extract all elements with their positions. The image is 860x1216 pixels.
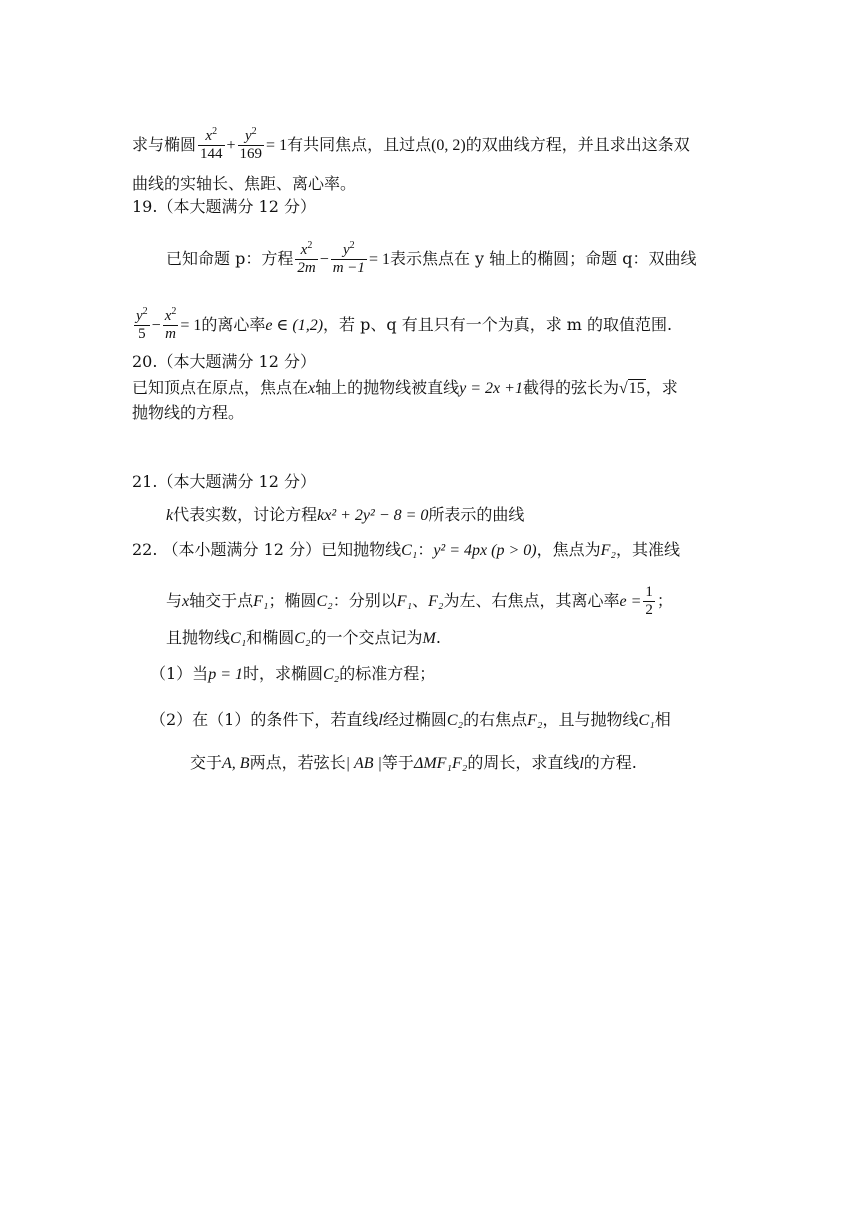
q18-text-2: 有共同焦点，且过点: [287, 135, 432, 154]
q19-fraction-y: $\frac{y^2}{m -1}$: [332, 240, 365, 276]
q22-part2-cont: 交于A, B两点，若弦长| AB |等于ΔMF₁F₂的周长，求直线l的方程.: [190, 753, 637, 772]
q18-point: (0, 2): [431, 137, 466, 154]
q22-parabola-equation: y² = 4px (p > 0): [433, 542, 537, 559]
q19-fraction-x: $\frac{x^2}{2m}$: [297, 240, 316, 276]
q21-line1: k代表实数，讨论方程kx² + 2y² − 8 = 0所表示的曲线: [166, 505, 525, 524]
q20-line2: 抛物线的方程。: [132, 403, 245, 422]
q19-line1: 已知命题 p：方程 $\frac{x^2}{2m}$ − $\frac{y^2}{m -1}$ = 1表示焦点在 y 轴上的椭圆；命题 q：双曲线: [166, 240, 697, 276]
q19-eccentricity: e ∈ (1,2): [265, 317, 324, 334]
q22-line1: 22. （本小题满分 12 分）已知抛物线C₁：y² = 4px (p > 0)，焦点为F₂，其准线: [132, 540, 680, 559]
q18-line2: 曲线的实轴长、焦距、离心率。: [132, 174, 357, 193]
q18-fraction-x: $\frac{x^2}{144}$: [200, 126, 223, 162]
q19-line2: $\frac{y^2}{5}$ − $\frac{x^2}{m}$ = 1的离心率e ∈ (1,2)，若 p、q 有且只有一个为真，求 m 的取值范围.: [136, 306, 673, 342]
q18-line1: 求与椭圆 $\frac{x^2}{144}$ + $\frac{y^2}{169}$ = 1有共同焦点，且过点(0, 2)的双曲线方程，并且求出这条双: [132, 126, 690, 162]
q19-heading: 19.（本大题满分 12 分）: [132, 197, 316, 216]
q20-line-equation: y = 2x +1: [459, 380, 523, 397]
q18-fraction-y: $\frac{y^2}{169}$: [239, 126, 263, 162]
q21-heading: 21.（本大题满分 12 分）: [132, 472, 316, 491]
q22-line3: 且抛物线C₁和椭圆C₂的一个交点记为M.: [166, 628, 441, 647]
q22-line2: 与x轴交于点F₁；椭圆C₂：分别以F₁、F₂为左、右焦点，其离心率e = $\frac{1}{2}$ ；: [166, 584, 673, 618]
q19-fraction-xm: $\frac{x^2}{m}$: [164, 306, 177, 342]
q18-text-1: 求与椭圆: [132, 135, 197, 154]
q20-line1: 已知顶点在原点，焦点在x轴上的抛物线被直线y = 2x +1截得的弦长为√15，求: [132, 378, 678, 397]
q20-sqrt: √15: [618, 380, 645, 397]
q19-fraction-y5: $\frac{y^2}{5}$: [136, 306, 148, 342]
q18-text-3: 的双曲线方程，并且求出这条双: [465, 135, 690, 154]
q22-fraction-half: $\frac{1}{2}$: [645, 584, 653, 618]
q22-part2: （2）在（1）的条件下，若直线l经过椭圆C₂的右焦点F₂，且与抛物线C₁相: [150, 710, 671, 729]
q22-part1: （1）当p = 1时，求椭圆C₂的标准方程；: [150, 664, 436, 683]
q21-equation: kx² + 2y² − 8 = 0: [317, 507, 429, 524]
q20-heading: 20.（本大题满分 12 分）: [132, 352, 316, 371]
